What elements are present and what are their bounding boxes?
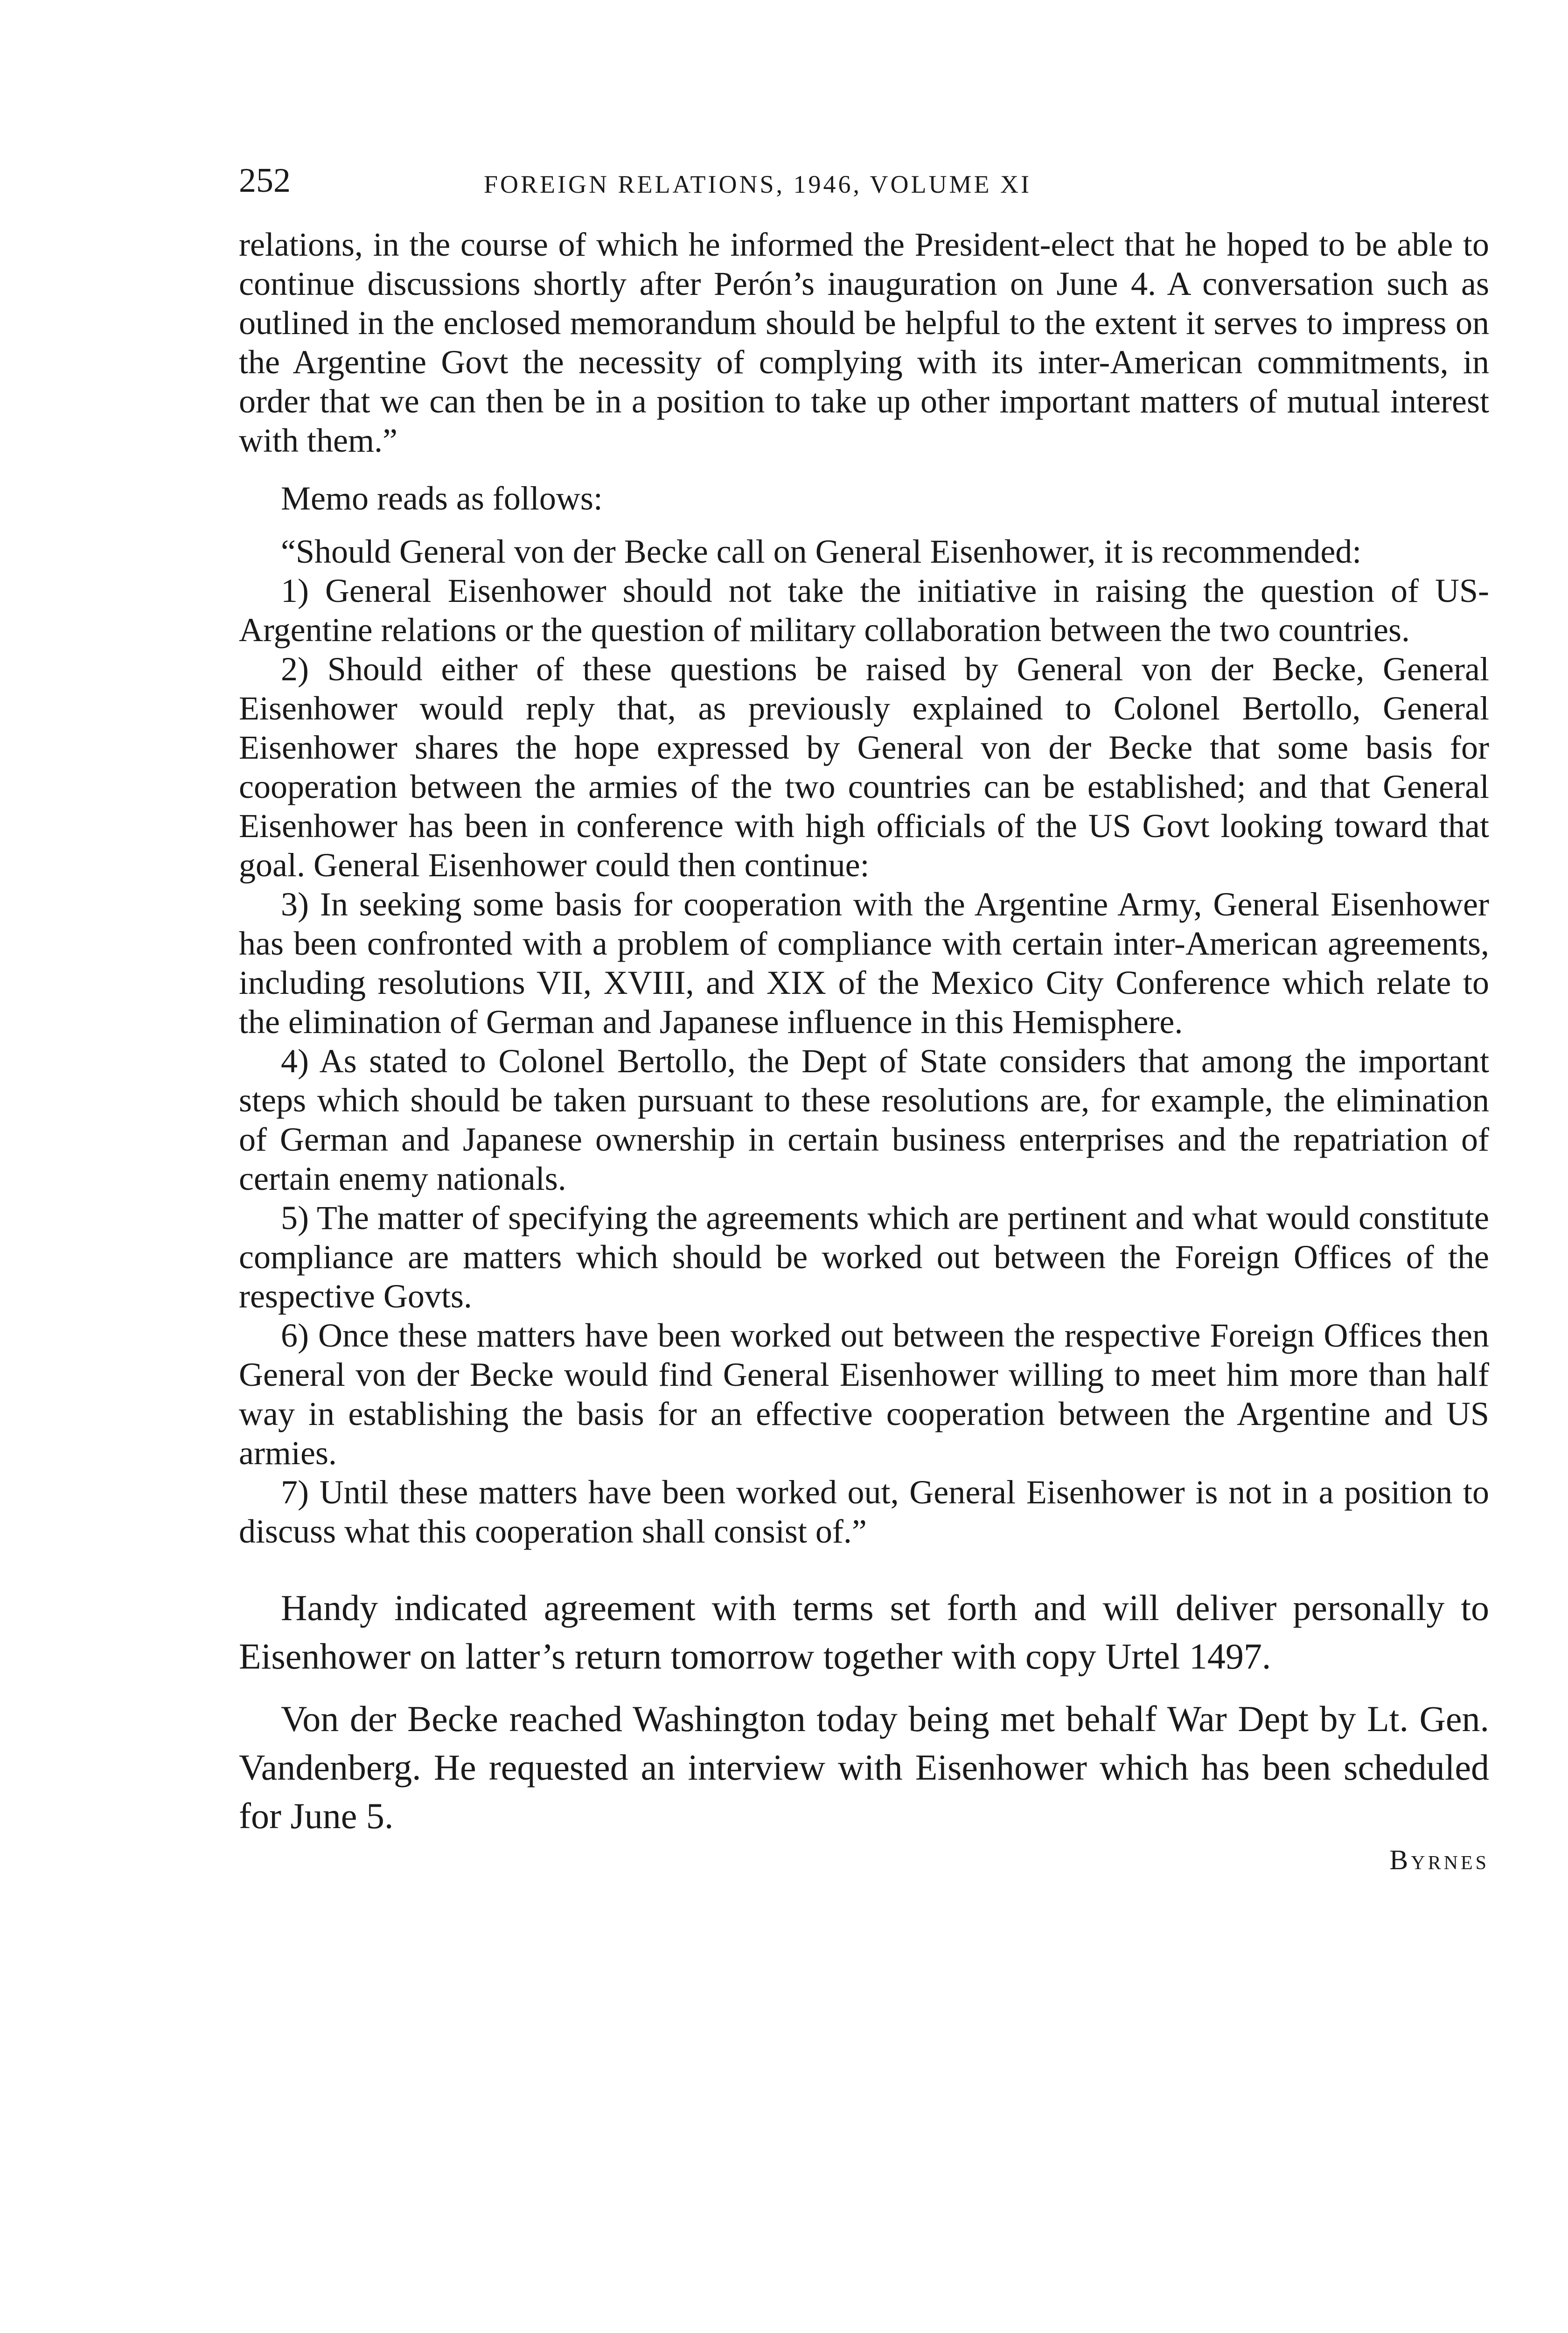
memo-intro: Memo reads as follows:	[281, 480, 603, 517]
memo-item: 2) Should either of these questions be raised by General von der Becke, General Eisenhower would reply that, as previously explained to Colonel Bertollo, General Eisenhower shares the hope expressed by General von der Becke that some basis for cooperation between the armies of the two countries can be established; and that General Eisenhower has been in conference with high officials of the US Govt looking toward that goal. General Eisenhower could then continue:	[239, 650, 1489, 884]
closing-paragraph: Von der Becke reached Washington today being met behalf War Dept by Lt. Gen. Vandenberg. He requested an interview with Eisenhower which has been scheduled for June 5.	[239, 1698, 1489, 1836]
page-number: 252	[239, 161, 291, 200]
memo-opening: “Should General von der Becke call on General Eisenhower, it is recommended:	[281, 533, 1362, 570]
memo-item: 5) The matter of specifying the agreements which are pertinent and what would constitute compliance are matters which should be worked out between the Foreign Offices of the respective Govts.	[239, 1199, 1489, 1315]
memo-item: 1) General Eisenhower should not take the initiative in raising the question of US-Argentine relations or the question of military collaboration between the two countries.	[239, 572, 1489, 649]
running-head: FOREIGN RELATIONS, 1946, VOLUME XI	[484, 170, 1031, 198]
memo-item: 3) In seeking some basis for cooperation with the Argentine Army, General Eisenhower has been confronted with a problem of compliance with certain inter-American agreements, including resolutions VII, XVIII, and XIX of the Mexico City Conference which relate to the elimination of German and Japanese influence in this Hemisphere.	[239, 886, 1489, 1041]
document-page	[239, 163, 1489, 1876]
closing-paragraph: Handy indicated agreement with terms set forth and will deliver personally to Eisenhower on latter’s return tomorrow together with copy Urtel 1497.	[239, 1587, 1489, 1676]
opening-paragraph: relations, in the course of which he informed the President-elect that he hoped to be able to continue discussions shortly after Perón’s inauguration on June 4. A conversation such as outlined in the enclosed memorandum should be helpful to the extent it serves to impress on the Argentine Govt the necessity of complying with its inter-American commitments, in order that we can then be in a position to take up other important matters of mutual interest with them.”	[239, 226, 1489, 459]
page-header	[239, 163, 1489, 219]
quoted-telegram-section	[239, 225, 1489, 1551]
memo-item: 7) Until these matters have been worked out, General Eisenhower is not in a position to discuss what this cooperation shall consist of.”	[239, 1474, 1489, 1550]
memo-item: 6) Once these matters have been worked out between the respective Foreign Offices then General von der Becke would find General Eisenhower willing to meet him more than half way in establishing the basis for an effective cooperation between the Argentine and US armies.	[239, 1317, 1489, 1472]
closing-section	[239, 1584, 1489, 1840]
signature: Byrnes	[1389, 1844, 1489, 1875]
memo-item: 4) As stated to Colonel Bertollo, the Dept of State considers that among the important steps which should be taken pursuant to these resolutions are, for example, the elimination of German and Japanese ownership in certain business enterprises and the repatriation of certain enemy nationals.	[239, 1042, 1489, 1197]
